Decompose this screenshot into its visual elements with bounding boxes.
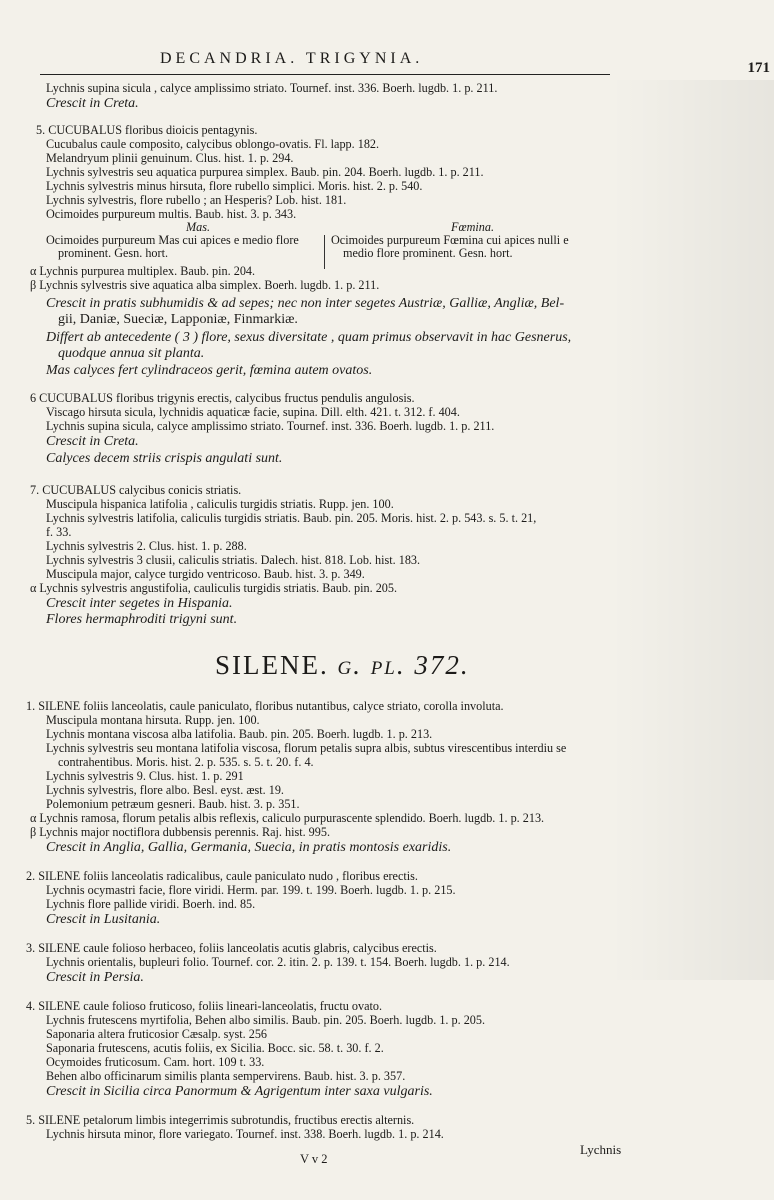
synonym-line: Lychnis sylvestris, flore rubello ; an Hesperis? Lob. hist. 181. <box>46 193 347 207</box>
habitat-line: Crescit in Sicilia circa Panormum & Agrigentum inter saxa vulgaris. <box>46 1084 433 1099</box>
species-heading: 5. SILENE petalorum limbis integerrimis subrotundis, fructibus erectis alternis. <box>26 1113 415 1127</box>
synonym-line: Lychnis sylvestris seu aquatica purpurea simplex. Baub. pin. 204. Boerh. lugdb. 1. p. 211. <box>46 165 484 179</box>
habitat-line: Crescit inter segetes in Hispania. <box>46 596 233 611</box>
synonym-line: Lychnis flore pallide viridi. Boerh. ind. 85. <box>46 897 256 911</box>
running-head: DECANDRIA. TRIGYNIA. <box>160 50 424 67</box>
note-line: Differt ab antecedente ( 3 ) flore, sexus diversitate , quam primus observavit in hac Gesnerus, <box>46 330 572 345</box>
foemina-line: medio flore prominent. Gesn. hort. <box>343 246 513 260</box>
habitat-line: Crescit in Persia. <box>46 970 144 985</box>
synonym-line: Lychnis sylvestris 9. Clus. hist. 1. p. 291 <box>46 769 244 783</box>
genus-reference: g. pl. 372. <box>337 650 470 680</box>
genus-name: SILENE. <box>215 650 329 680</box>
variety-line: α Lychnis sylvestris angustifolia, cauliculis turgidis striatis. Baub. pin. 205. <box>30 581 398 595</box>
synonym-line: Lychnis ocymastri facie, flore viridi. Herm. par. 199. t. 199. Boerh. lugdb. 1. p. 215. <box>46 883 456 897</box>
synonym-line: Ocimoides purpureum multis. Baub. hist. 3. p. 343. <box>46 207 297 221</box>
synonym-line: Lychnis sylvestris, flore albo. Besl. eyst. æst. 19. <box>46 783 284 797</box>
species-heading: 6 CUCUBALUS floribus trigynis erectis, calycibus fructus pendulis angulosis. <box>30 391 415 405</box>
synonym-line: Muscipula hispanica latifolia , caliculis turgidis striatis. Rupp. jen. 100. <box>46 497 394 511</box>
habitat-line: Crescit in pratis subhumidis & ad sepes; nec non inter segetes Austriæ, Galliæ, Angliæ, Bel- <box>46 296 565 311</box>
page-number: 171 <box>747 60 770 76</box>
synonym-line: Lychnis hirsuta minor, flore variegato. Tournef. inst. 338. Boerh. lugdb. 1. p. 214. <box>46 1127 444 1141</box>
note-line: Flores hermaphroditi trigyni sunt. <box>46 612 238 627</box>
synonym-line: Lychnis sylvestris 2. Clus. hist. 1. p. 288. <box>46 539 247 553</box>
note-line: Calyces decem striis crispis angulati sunt. <box>46 451 283 466</box>
synonym-line: Lychnis sylvestris latifolia, caliculis turgidis striatis. Baub. pin. 205. Moris. hist. 2. p. 543. s. 5. t. 21, <box>46 511 537 525</box>
variety-line: α Lychnis ramosa, florum petalis albis reflexis, caliculo purpurascente splendido. Boerh. lugdb. 1. p. 213. <box>30 811 545 825</box>
catchword: Lychnis <box>580 1142 622 1157</box>
synonym-line: Lychnis orientalis, bupleuri folio. Tournef. cor. 2. itin. 2. p. 139. t. 154. Boerh. lugdb. 1. p. 214. <box>46 955 510 969</box>
synonym-line: Lychnis sylvestris seu montana latifolia viscosa, florum petalis supra albis, subtus virescentibus interdiu se <box>46 741 567 755</box>
mas-line: Ocimoides purpureum Mas cui apices e medio flore <box>46 233 299 247</box>
synonym-line: contrahentibus. Moris. hist. 2. p. 535. s. 5. t. 20. f. 4. <box>58 755 314 769</box>
mas-line: prominent. Gesn. hort. <box>58 246 169 260</box>
habitat-line: Crescit in Anglia, Gallia, Germania, Suecia, in pratis montosis exaridis. <box>46 840 452 855</box>
note-line: quodque annua sit planta. <box>58 346 205 361</box>
synonym-line: Ocymoides fruticosum. Cam. hort. 109 t. 33. <box>46 1055 265 1069</box>
signature-mark: V v 2 <box>300 1152 328 1166</box>
species-heading: 5. CUCUBALUS floribus dioicis pentagynis. <box>36 123 258 137</box>
species-heading: 2. SILENE foliis lanceolatis radicalibus, caule paniculato nudo , floribus erectis. <box>26 869 418 883</box>
synonym-line: Behen albo officinarum similis planta sempervirens. Baub. hist. 3. p. 357. <box>46 1069 406 1083</box>
variety-line: α Lychnis purpurea multiplex. Baub. pin. 204. <box>30 264 256 278</box>
mas-foemina-columns <box>46 221 606 269</box>
synonym-line: Saponaria altera fruticosior Cæsalp. syst. 256 <box>46 1027 268 1041</box>
note-line: Mas calyces fert cylindraceos gerit, fœmina autem ovatos. <box>46 363 373 378</box>
habitat-line: Crescit in Creta. <box>46 96 139 111</box>
synonym-line: f. 33. <box>46 525 72 539</box>
species-heading: 3. SILENE caule folioso herbaceo, foliis lanceolatis acutis glabris, calycibus erectis. <box>26 941 437 955</box>
mas-column <box>46 221 322 260</box>
synonym-line: Lychnis montana viscosa alba latifolia. Baub. pin. 205. Boerh. lugdb. 1. p. 213. <box>46 727 433 741</box>
column-divider <box>324 235 325 269</box>
foemina-line: Ocimoides purpureum Fœmina cui apices nulli e <box>331 233 569 247</box>
habitat-line: Crescit in Creta. <box>46 434 139 449</box>
synonym-line: Lychnis sylvestris minus hirsuta, flore rubello simplici. Moris. hist. 2. p. 540. <box>46 179 423 193</box>
synonym-line: Cucubalus caule composito, calycibus oblongo-ovatis. Fl. lapp. 182. <box>46 137 380 151</box>
variety-line: β Lychnis major noctiflora dubbensis perennis. Raj. hist. 995. <box>30 825 331 839</box>
synonym-line: Lychnis frutescens myrtifolia, Behen albo similis. Baub. pin. 205. Boerh. lugdb. 1. p. 205. <box>46 1013 486 1027</box>
synonym-line: Viscago hirsuta sicula, lychnidis aquaticæ facie, supina. Dill. elth. 421. t. 312. f. 404. <box>46 405 460 419</box>
synonym-line: Muscipula major, calyce turgido ventricoso. Baub. hist. 3. p. 349. <box>46 567 365 581</box>
synonym-line: Lychnis supina sicula, calyce amplissimo striato. Tournef. inst. 336. Boerh. lugdb. 1. p. 211. <box>46 419 495 433</box>
foemina-column <box>331 221 611 260</box>
synonym-line: Lychnis sylvestris 3 clusii, caliculis striatis. Dalech. hist. 818. Lob. hist. 183. <box>46 553 421 567</box>
mas-label: Mas. <box>186 220 211 234</box>
species-heading: 1. SILENE foliis lanceolatis, caule paniculato, floribus nutantibus, calyce striato, corolla involuta. <box>26 699 504 713</box>
page-header <box>40 50 770 76</box>
habitat-line: Crescit in Lusitania. <box>46 912 161 927</box>
species-heading: 7. CUCUBALUS calycibus conicis striatis. <box>30 483 242 497</box>
genus-heading <box>215 650 470 681</box>
synonym-line: Muscipula montana hirsuta. Rupp. jen. 100. <box>46 713 260 727</box>
species-heading: 4. SILENE caule folioso fruticoso, foliis lineari-lanceolatis, fructu ovato. <box>26 999 383 1013</box>
foemina-label: Fœmina. <box>451 220 494 234</box>
variety-line: β Lychnis sylvestris sive aquatica alba simplex. Boerh. lugdb. 1. p. 211. <box>30 278 380 292</box>
synonym-line: Saponaria frutescens, acutis foliis, ex Sicilia. Bocc. sic. 58. t. 30. f. 2. <box>46 1041 384 1055</box>
synonym-line: Polemonium petræum gesneri. Baub. hist. 3. p. 351. <box>46 797 300 811</box>
text-line: Lychnis supina sicula , calyce amplissimo striato. Tournef. inst. 336. Boerh. lugdb. 1. p. 211. <box>46 81 498 95</box>
synonym-line: Melandryum plinii genuinum. Clus. hist. 1. p. 294. <box>46 151 294 165</box>
habitat-line: gii, Daniæ, Sueciæ, Lapponiæ, Finmarkiæ. <box>58 312 298 327</box>
